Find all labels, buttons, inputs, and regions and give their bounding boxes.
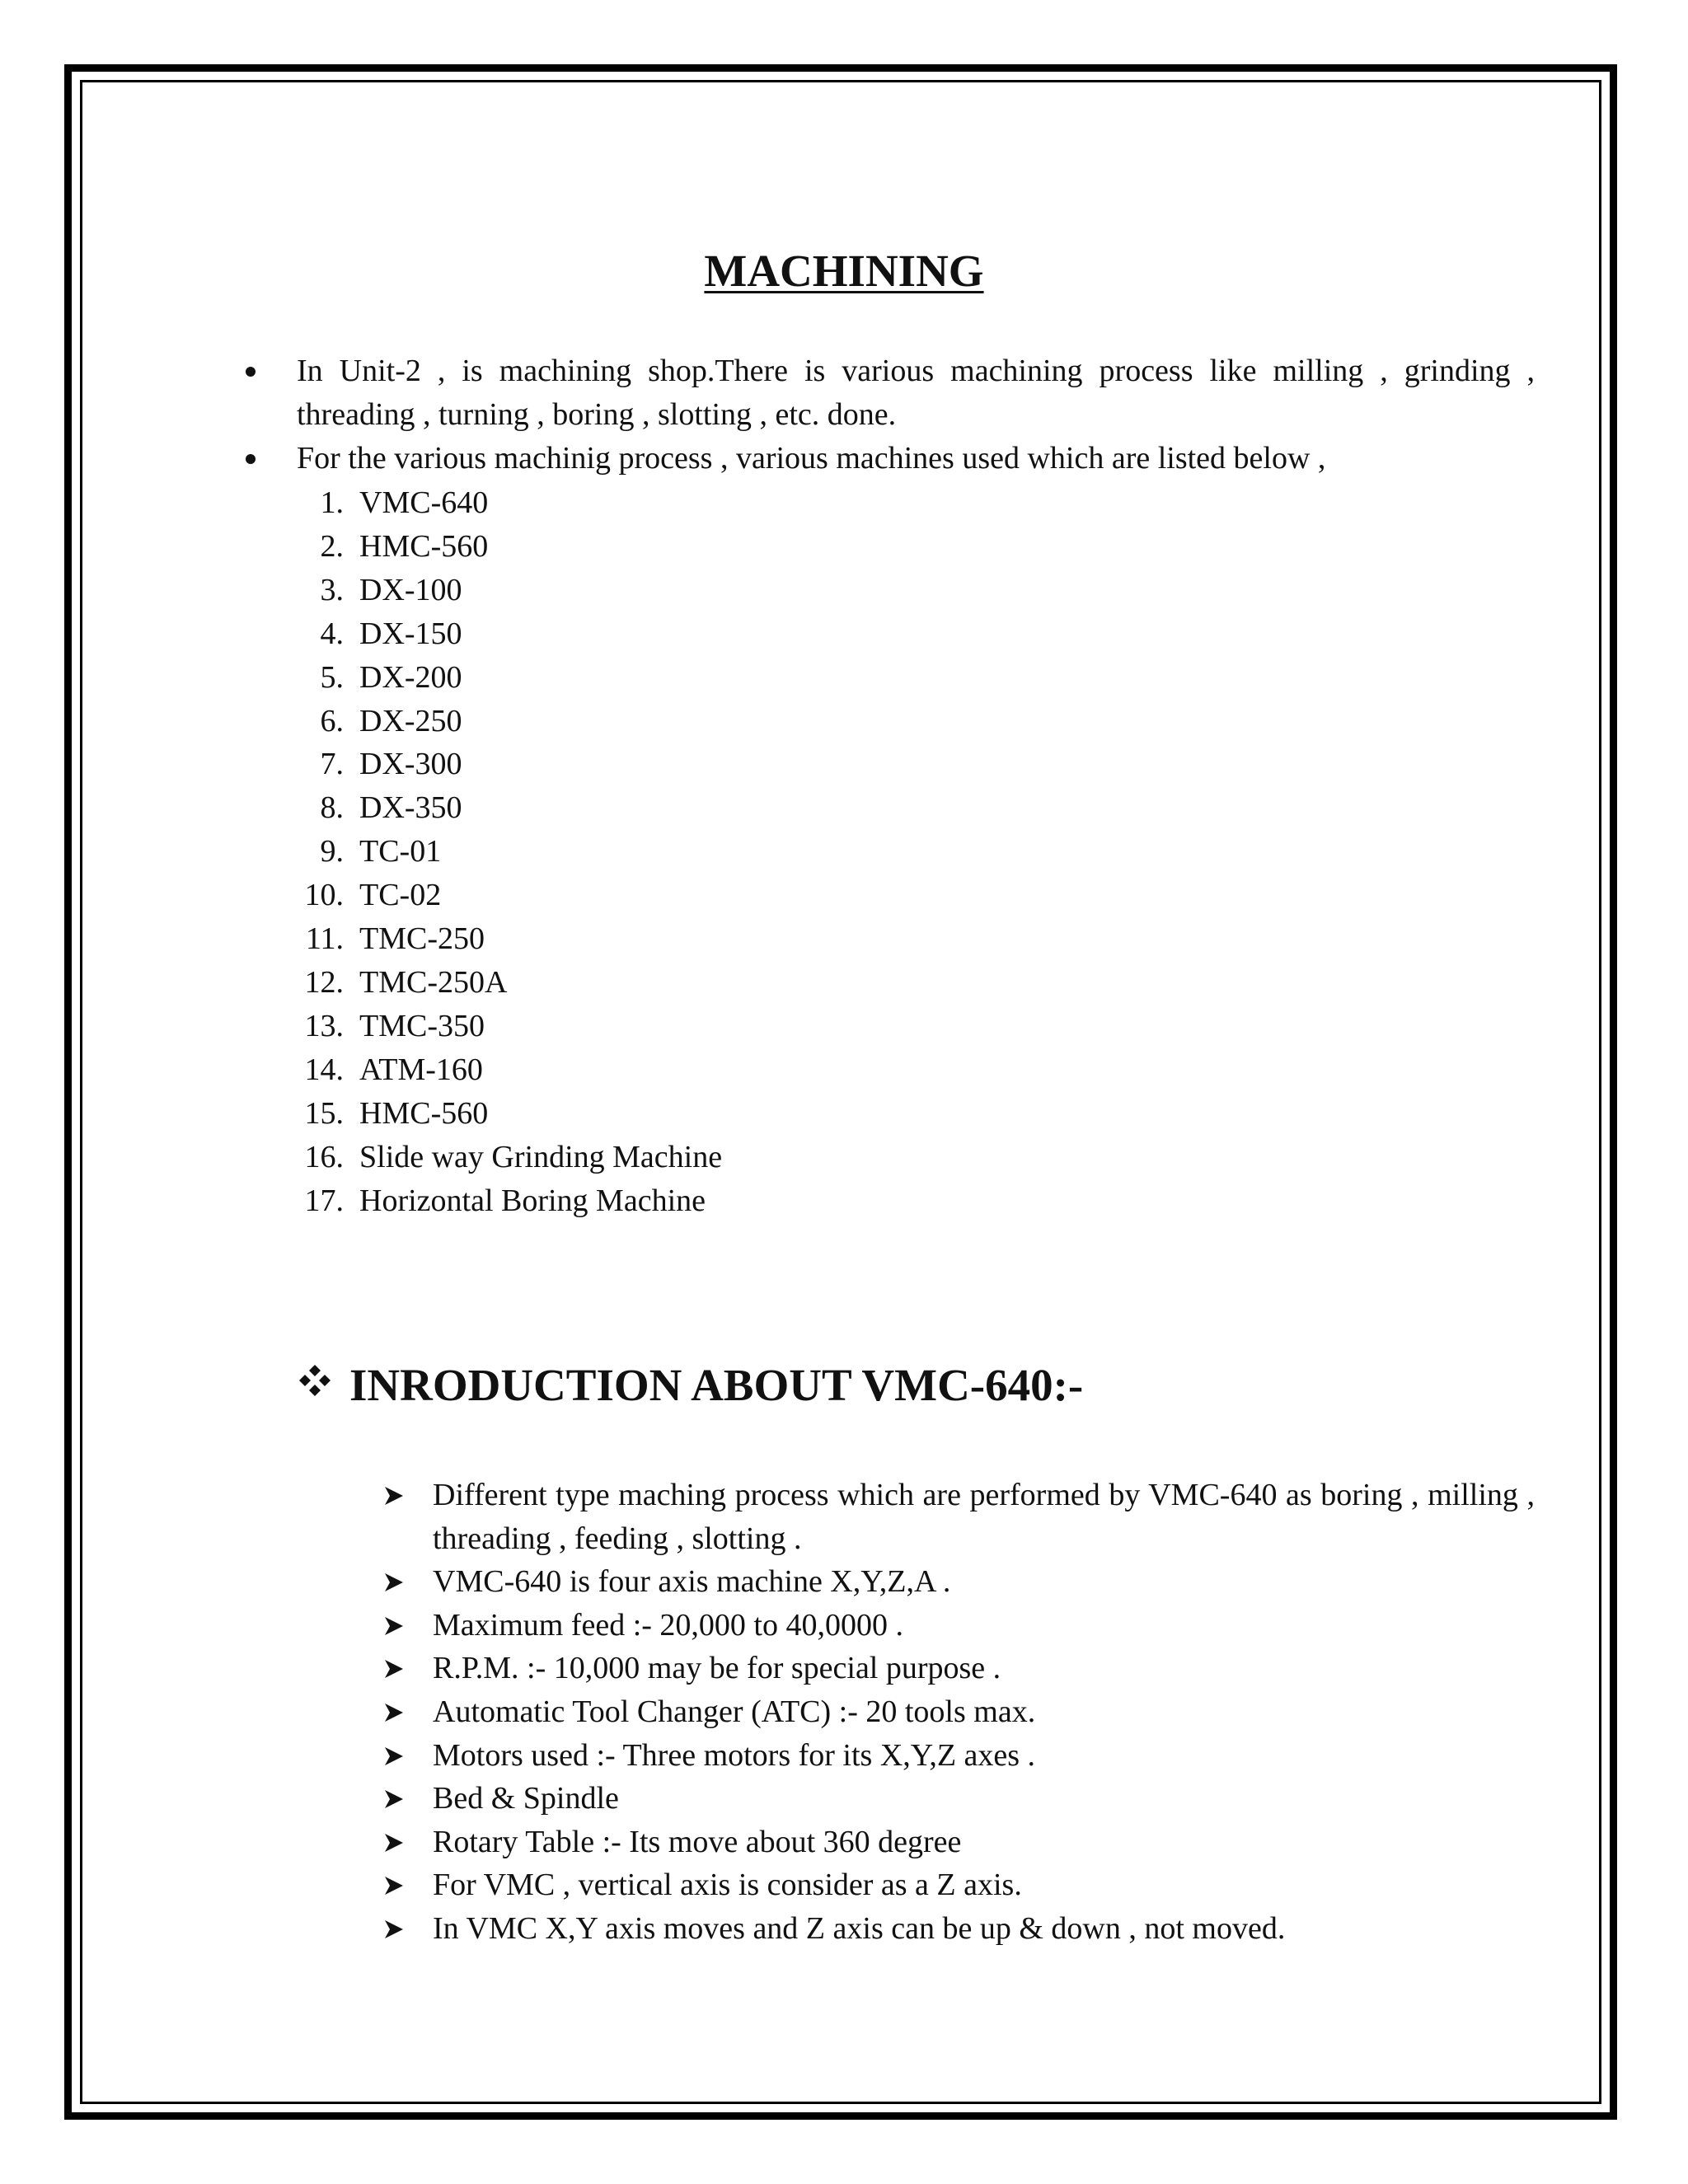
arrowhead-icon <box>385 1487 403 1505</box>
machine-name: VMC-640 <box>359 485 489 520</box>
vmc-feature-list <box>383 1474 1535 1951</box>
machine-list-item <box>297 1179 722 1223</box>
feature-item <box>383 1474 1535 1560</box>
arrowhead-icon <box>385 1790 403 1808</box>
machine-list-item <box>297 1048 722 1092</box>
feature-item <box>383 1907 1535 1951</box>
bullet-dot-icon <box>246 367 256 377</box>
intro-bullet-text: In Unit-2 , is machining shop.There is various machining process like milling , grinding , threading , turning , boring , slotting , etc. done. <box>297 354 1535 432</box>
machine-name: Horizontal Boring Machine <box>359 1183 706 1218</box>
arrowhead-icon <box>385 1877 403 1895</box>
machine-name: Slide way Grinding Machine <box>359 1139 723 1174</box>
section-heading <box>298 1358 1083 1413</box>
machine-name: DX-200 <box>359 659 462 695</box>
feature-text: Rotary Table :- Its move about 360 degree <box>433 1824 962 1859</box>
machine-list-item <box>297 525 722 569</box>
feature-text: VMC-640 is four axis machine X,Y,Z,A . <box>433 1564 951 1600</box>
feature-text: In VMC X,Y axis moves and Z axis can be up & down , not moved. <box>433 1910 1286 1946</box>
machine-list-item <box>297 743 722 786</box>
machine-number: 5. <box>320 659 359 695</box>
machine-list <box>297 481 722 1222</box>
intro-bullet-list <box>239 349 1535 480</box>
machine-number: 8. <box>320 790 359 826</box>
machine-list-item <box>297 786 722 830</box>
section-heading-text: INRODUCTION ABOUT VMC-640:- <box>349 1360 1084 1410</box>
machine-name: DX-300 <box>359 747 462 782</box>
feature-item <box>383 1690 1535 1734</box>
machine-name: TMC-350 <box>359 1008 485 1043</box>
machine-number: 13. <box>304 1008 359 1043</box>
machine-number: 10. <box>304 878 359 913</box>
feature-text: Bed & Spindle <box>433 1781 619 1816</box>
arrowhead-icon <box>385 1660 403 1678</box>
machine-name: ATM-160 <box>359 1052 483 1087</box>
machine-list-item <box>297 569 722 612</box>
feature-item <box>383 1863 1535 1907</box>
intro-bullet-item <box>239 349 1535 437</box>
machine-name: HMC-560 <box>359 1095 489 1131</box>
machine-list-item <box>297 1005 722 1048</box>
machine-number: 7. <box>320 747 359 782</box>
feature-item <box>383 1647 1535 1690</box>
machine-list-item <box>297 830 722 874</box>
machine-list-item <box>297 917 722 961</box>
feature-text: Motors used :- Three motors for its X,Y,Z axes . <box>433 1737 1036 1773</box>
page-title: MACHINING <box>704 246 984 296</box>
intro-bullet-text: For the various machinig process , various machines used which are listed below , <box>297 441 1326 476</box>
feature-text: Maximum feed :- 20,000 to 40,0000 . <box>433 1607 903 1643</box>
arrowhead-icon <box>385 1573 403 1591</box>
feature-item <box>383 1821 1535 1864</box>
machine-list-item <box>297 481 722 525</box>
machine-name: DX-150 <box>359 616 462 651</box>
machine-name: DX-100 <box>359 572 462 607</box>
feature-text: R.P.M. :- 10,000 may be for special purpose . <box>433 1651 1001 1686</box>
machine-name: DX-250 <box>359 703 462 738</box>
machine-name: TMC-250 <box>359 921 485 957</box>
machine-number: 9. <box>320 834 359 869</box>
feature-item <box>383 1560 1535 1604</box>
machine-number: 2. <box>320 528 359 564</box>
machine-name: DX-350 <box>359 790 462 826</box>
machine-number: 16. <box>304 1139 359 1174</box>
machine-list-item <box>297 612 722 656</box>
machine-number: 11. <box>305 921 359 957</box>
machine-list-item <box>297 874 722 917</box>
machine-number: 15. <box>304 1095 359 1131</box>
feature-item <box>383 1777 1535 1821</box>
four-diamond-icon <box>298 1364 331 1397</box>
machine-number: 17. <box>304 1183 359 1218</box>
machine-number: 1. <box>320 485 359 520</box>
arrowhead-icon <box>385 1920 403 1938</box>
machine-name: HMC-560 <box>359 528 489 564</box>
machine-number: 4. <box>320 616 359 651</box>
feature-text: Different type maching process which are performed by VMC-640 as boring , milling , threading , feeding , slotting . <box>433 1478 1535 1556</box>
bullet-dot-icon <box>246 454 256 464</box>
machine-name: TC-01 <box>359 834 442 869</box>
machine-list-item <box>297 1092 722 1136</box>
machine-number: 6. <box>320 703 359 738</box>
machine-name: TMC-250A <box>359 964 508 1000</box>
machine-list-item <box>297 1136 722 1179</box>
machine-name: TC-02 <box>359 878 442 913</box>
arrowhead-icon <box>385 1704 403 1722</box>
feature-item <box>383 1604 1535 1647</box>
machine-number: 14. <box>304 1052 359 1087</box>
arrowhead-icon <box>385 1747 403 1765</box>
feature-item <box>383 1734 1535 1778</box>
machine-list-item <box>297 961 722 1005</box>
machine-number: 12. <box>304 964 359 1000</box>
arrowhead-icon <box>385 1617 403 1635</box>
machine-list-item <box>297 700 722 743</box>
feature-text: Automatic Tool Changer (ATC) :- 20 tools max. <box>433 1694 1036 1729</box>
machine-list-item <box>297 656 722 700</box>
intro-bullet-item <box>239 437 1535 480</box>
feature-text: For VMC , vertical axis is consider as a Z axis. <box>433 1868 1022 1903</box>
arrowhead-icon <box>385 1834 403 1852</box>
machine-number: 3. <box>320 572 359 607</box>
